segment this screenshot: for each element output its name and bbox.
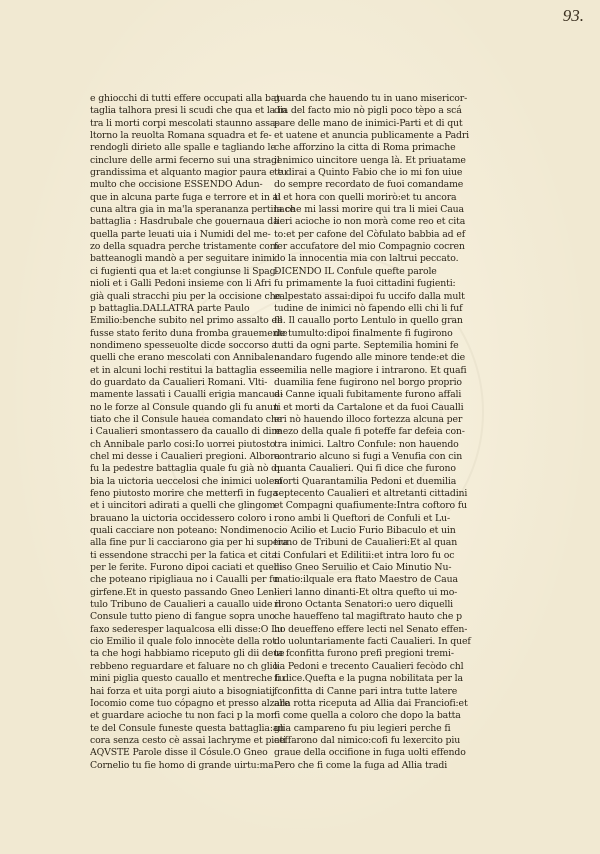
text-line: che afforzino la citta di Roma primache <box>274 142 456 154</box>
text-line: la che mi lassi morire qui tra li miei Caua <box>274 204 464 216</box>
text-line: DICENDO IL Confule quefte parole <box>274 265 437 277</box>
text-line: contrario alcuno si fugi a Venufia con cin <box>274 450 463 462</box>
text-line: cio Emilio il quale folo innocète della rot <box>90 636 276 648</box>
text-line: mini piglia questo cauallo et mentreche tu <box>90 673 285 685</box>
text-line: et uatene et anuncia publicamente a Padri <box>274 130 469 142</box>
text-line: zo della squadra perche tristamente com <box>90 241 279 253</box>
text-line: già quali stracchi piu per la occisione che <box>90 290 281 302</box>
text-line: ci fugienti qua et la:et congiunse li Spag- <box>90 265 279 277</box>
text-line: tra inimici. Laltro Confule: non hauendo <box>274 438 459 450</box>
text-line: lieri lanno dinanti-Et oltra quefto ui mo- <box>274 586 458 598</box>
text-line: cora senza cesto cè assai lachryme et piati <box>90 734 287 746</box>
text-line: eri nò hauendo illoco fortezza alcuna per <box>274 413 463 425</box>
text-line: batteanogli mandò a per seguitare inimi <box>90 253 275 265</box>
folio-number: 93. <box>562 6 584 25</box>
text-line: chel mi desse i Caualieri pregioni. Albora <box>90 450 280 462</box>
text-line: et i uincitori adirati a quelli che glingom <box>90 500 276 512</box>
text-line: fconfitta di Canne pari intra tutte latere <box>274 685 458 697</box>
text-line: p battaglia.DALLATRA parte Paulo <box>90 302 250 314</box>
text-line: fi come quella a coloro che dopo la batta <box>274 710 461 722</box>
text-line: ciso Gneo Seruilio et Caio Minutio Nu- <box>274 562 452 574</box>
text-line: fe. Il cauallo porto Lentulo in quello gran <box>274 315 463 327</box>
text-line: et Compagni quafiumente:Intra coftoro fu <box>274 500 467 512</box>
text-line: Consule tutto pieno di fangue sopra uno <box>90 611 275 623</box>
text-line: tudine de inimici nò fapendo elli chi li fuf <box>274 302 463 314</box>
text-line: cio Acilio et Lucio Furio Bibaculo et uin <box>274 525 456 537</box>
text-line: quali cacciare non poteano: Nondimeno <box>90 525 274 537</box>
text-line: ti essendone stracchi per la fatica et cita <box>90 549 277 561</box>
text-line: te dirai a Quinto Fabio che io mi fon uiue <box>274 167 463 179</box>
text-line: fu la pedestre battaglia quale fu già nò du <box>90 463 283 475</box>
text-line: grandissima et alquanto magior paura e tu <box>90 167 287 179</box>
text-line: Cornelio tu fie homo di grande uirtu:ma <box>90 759 274 771</box>
text-line: ti Confulari et Edilitii:et intra loro fu oc <box>274 549 455 561</box>
text-line: nandaro fugendo alle minore tende:et die <box>274 352 466 364</box>
text-line: fu primamente la fuoi cittadini fugienti: <box>274 278 456 290</box>
text-line: tra li morti corpi mescolati staunno assa- <box>90 117 279 129</box>
text-line: duamilia fene fugirono nel borgo proprio <box>274 376 462 388</box>
text-line: mamente lassati i Caualli erigia mancaua- <box>90 389 284 401</box>
text-line: hai forza et uita porgi aiuto a bisogniatij <box>90 685 275 697</box>
text-line: cuna altra gia in ma'la sperananza pertinace <box>90 204 296 216</box>
text-line: taglia talhora presi li scudi che qua et la in <box>90 105 287 117</box>
right-text-column <box>274 93 506 772</box>
text-line: lia Pedoni e trecento Caualieri fecòdo chl <box>274 660 464 672</box>
text-line: ltorno la reuolta Romana squadra et fe- <box>90 130 272 142</box>
text-line: i Caualieri smontassero da cauallo di dire <box>90 426 282 438</box>
text-line: tiuno de Tribuni de Caualieri:Et al quan <box>274 537 458 549</box>
text-line: fi dice.Quefta e la pugna nobilitata per la <box>274 673 463 685</box>
text-line: il nimico uincitore uenga là. Et priuatame <box>274 154 466 166</box>
text-line: cinclure delle armi fecerno sui una strage <box>90 154 283 166</box>
text-line: battaglia : Hasdrubale che gouernaua da <box>90 216 279 228</box>
text-line: glia campareno fu piu legieri perche fi <box>274 722 451 734</box>
text-line: de tumulto:dipoi finalmente fi fugirono <box>274 327 453 339</box>
text-line: do la innocentia mia con laltrui peccato. <box>274 253 459 265</box>
text-line: tutti da ogni parte. Septemilia homini fe <box>274 339 459 351</box>
text-line: multo che occisione ESSENDO Adun- <box>90 179 263 191</box>
text-line: quanta Caualieri. Qui fi dice che furono <box>274 463 456 475</box>
text-line: do uoluntariamente facti Caualieri. In quef <box>274 636 471 648</box>
text-line: rendogli dirieto alle spalle e tagliando le <box>90 142 276 154</box>
text-line: matio:ilquale era ftato Maestro de Caua <box>274 574 458 586</box>
text-line: to:et per cafone del Còfulato babbia ad ef <box>274 228 466 240</box>
text-line: rirono Octanta Senatori:o uero diquelli <box>274 599 454 611</box>
text-line: que in alcuna parte fuga e terrore et in al <box>90 191 281 203</box>
text-line: cemilia nelle magiore i intrarono. Et quafi <box>274 364 467 376</box>
text-line: ho deueffeno effere lecti nel Senato effen- <box>274 623 468 635</box>
text-line: quella parte leuati uia i Numidi del me- <box>90 228 271 240</box>
text-line: bia la uictoria ueccelosi che inimici uolesf <box>90 475 283 487</box>
text-line: dia del facto mio nò pigli poco tèpo a scá <box>274 105 462 117</box>
text-line: nioli et i Galli Pedoni insieme con li Afri <box>90 278 272 290</box>
text-line: rebbeno reguardare et faluare no ch glio <box>90 660 278 672</box>
text-line: girfene.Et in questo passando Gneo Len- <box>90 586 278 598</box>
text-line: che poteano ripigliaua no i Caualli per fu <box>90 574 279 586</box>
text-line: guarda che hauendo tu in uano misericor- <box>274 93 468 104</box>
text-line: morti Quarantamilia Pedoni et duemilia <box>274 475 457 487</box>
text-line: ch Annibale parlo cosi:Io uorrei piutosto <box>90 438 276 450</box>
text-line: et in alcuni lochi restitui la battaglia esse <box>90 364 280 376</box>
text-line: ceffarono dal nimico:cofi fu lexercito piu <box>274 734 461 746</box>
text-line: feno piutosto morire che metterfi in fuga <box>90 488 278 499</box>
text-line: tiato che il Consule hauea comandato che <box>90 413 283 425</box>
text-line: quelli che erano mescolati con Annibale : <box>90 352 280 364</box>
text-line: fusse stato ferito duna fromba grauemente <box>90 327 288 339</box>
text-line: mezo della quale fi poteffe far defeia con- <box>274 426 465 438</box>
text-line: rono ambi li Queftori de Confuli et Lu- <box>274 512 450 524</box>
text-line: di Canne iquali fubitamente furono affali <box>274 389 462 401</box>
text-line: ta che hogi habbiamo riceputo gli dii deue <box>90 648 285 660</box>
text-line: ealpestato assai:dipoi fu uccifo dalla mult <box>274 290 465 302</box>
text-line: pare delle mano de inimici-Parti et di qut <box>274 117 463 129</box>
text-line: do guardato da Caualieri Romani. Vlti- <box>90 376 268 388</box>
text-line: ti et hora con quelli morirò:et tu ancora <box>274 191 457 203</box>
text-line: Iocomio come tuo cópagno et presso alzare <box>90 697 290 709</box>
text-line: Emilio:benche subito nel primo assalto ell <box>90 315 283 327</box>
text-line: per le ferite. Furono dipoi caciati et quelli <box>90 562 283 574</box>
text-line: alla fine pur li cacciarono gia per hi supera <box>90 537 289 549</box>
text-line: lieri acioche io non morà come reo et cita <box>274 216 466 228</box>
text-line: te del Consule funeste questa battaglia:an <box>90 722 285 734</box>
text-line: brauano la uictoria occidessero coloro i <box>90 512 272 524</box>
text-line: che haueffeno tal magiftrato hauto che p <box>274 611 462 623</box>
text-line: ti et morti da Cartalone et da fuoi Caualli <box>274 401 464 413</box>
text-line: septecento Caualieri et altretanti cittadini <box>274 488 468 499</box>
text-line: ta fconfitta furono prefi pregioni tremi- <box>274 648 454 660</box>
text-line: tulo Tribuno de Caualieri a cauallo uide il <box>90 599 281 611</box>
text-line: Pero che fi come la fuga ad Allia tradi <box>274 759 448 771</box>
text-line: faxo sederesper laqualcosa elli disse:O Lu <box>90 623 284 635</box>
text-line: alla rotta riceputa ad Allia dai Franciofi:et <box>274 697 468 709</box>
text-line: graue della occifione in fuga uolti effendo <box>274 747 466 759</box>
text-line: e ghiocchi di tutti effere occupati alla bat- <box>90 93 283 104</box>
text-line: no le forze al Consule quando gli fu anun <box>90 401 279 413</box>
text-line: fer accufatore del mio Compagnio cocren <box>274 241 465 253</box>
text-line: nondimeno spesseuolte dicde soccorso a <box>90 339 277 351</box>
text-line: do sempre recordato de fuoi comandame <box>274 179 464 191</box>
text-line: AQVSTE Parole disse il Cósule.O Gneo <box>90 747 268 759</box>
text-line: et guardare acioche tu non faci p la mor <box>90 710 276 722</box>
